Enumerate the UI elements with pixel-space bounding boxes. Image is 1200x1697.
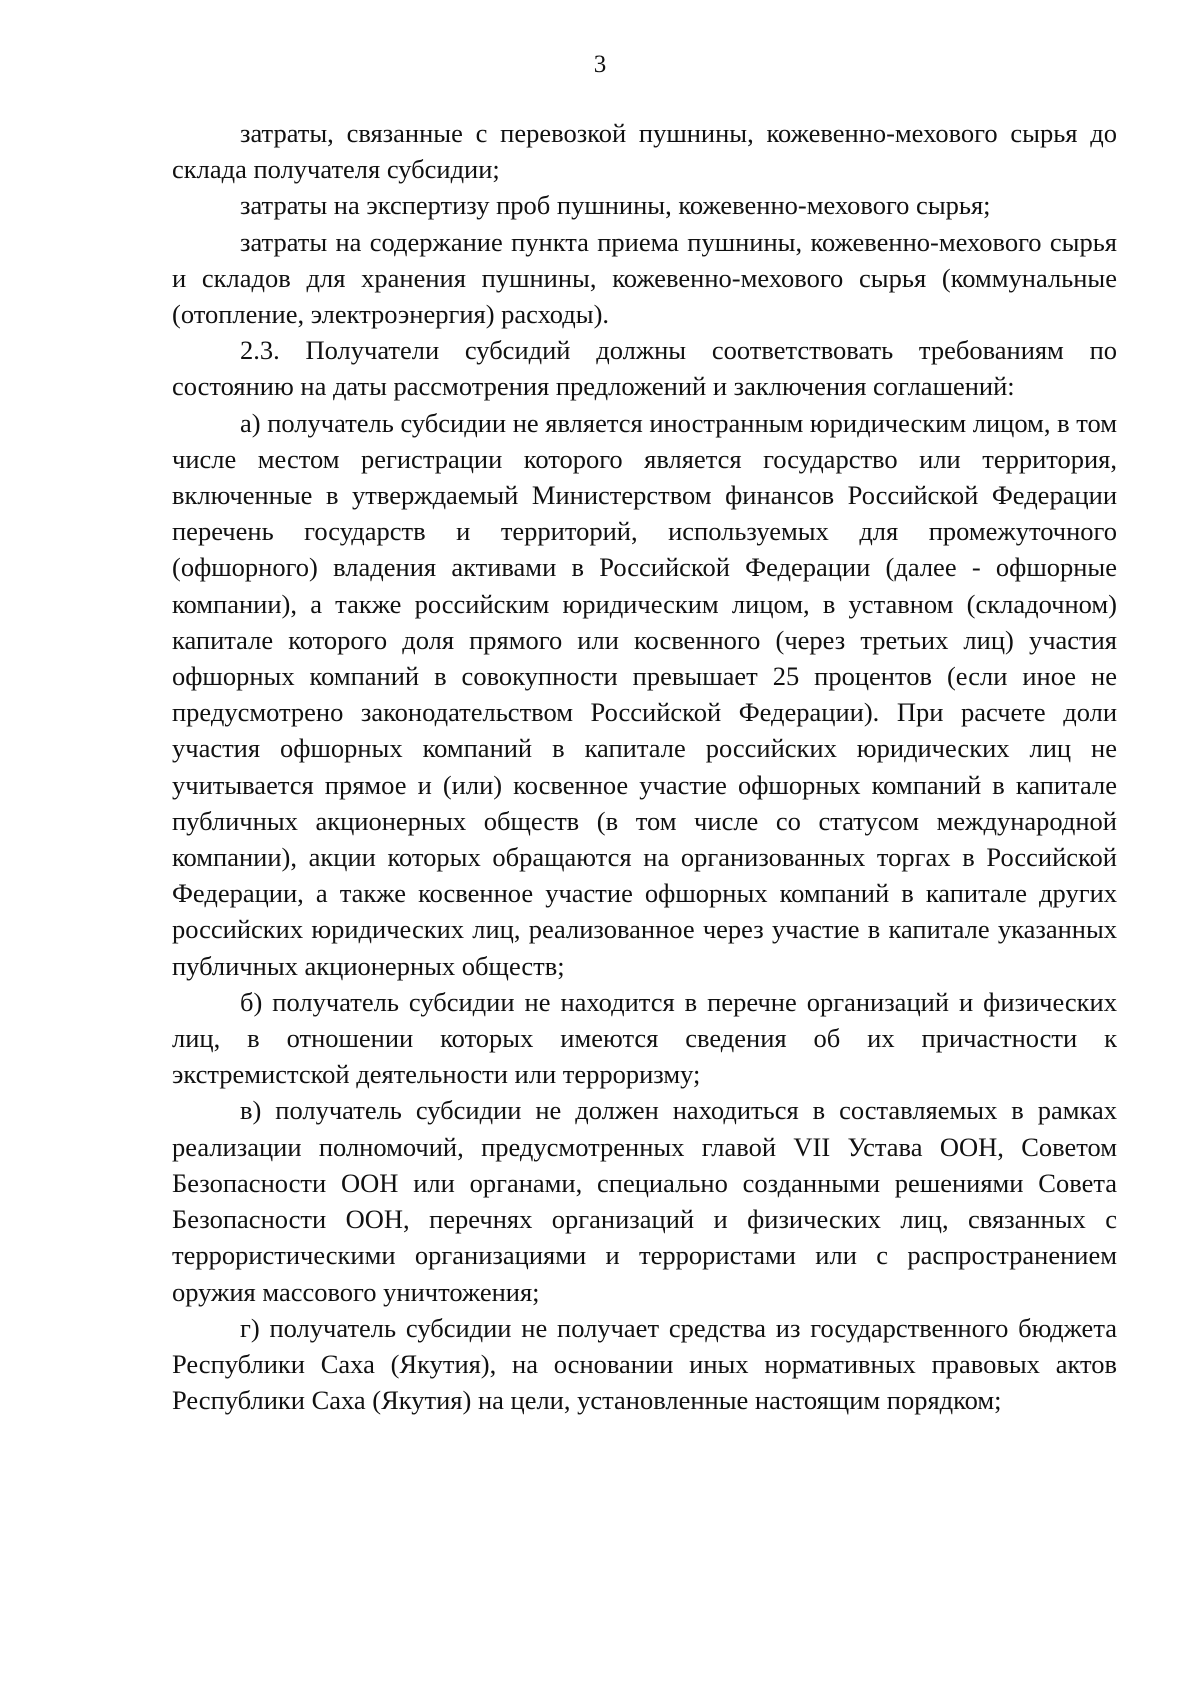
paragraph-item-v: в) получатель субсидии не должен находиться в составляемых в рамках реализации полномочий, предусмотренных главой VII Устава ООН, Советом Безопасности ООН или органами, специально созданными решениями Совета Безопасности ООН, перечнях организаций и физических лиц, связанных с террористическими организациями и террористами или с распространением оружия массового уничтожения; (172, 1095, 1117, 1307)
paragraph-costs-maintenance: затраты на содержание пункта приема пушнины, кожевенно-мехового сырья и складов для хранения пушнины, кожевенно-мехового сырья (коммунальные (отопление, электроэнергия) расходы). (172, 226, 1117, 330)
paragraph-costs-transport: затраты, связанные с перевозкой пушнины, кожевенно-мехового сырья до склада получателя субсидии; (172, 118, 1117, 185)
paragraph-item-g: г) получатель субсидии не получает средства из государственного бюджета Республики Саха (Якутия), на основании иных нормативных правовых актов Республики Саха (Якутия) на цели, установленные настоящим порядком; (172, 1312, 1117, 1416)
page-number: 3 (593, 51, 607, 78)
paragraph-section-2-3: 2.3. Получатели субсидий должны соответствовать требованиям по состоянию на даты рассмотрения предложений и заключения соглашений: (172, 335, 1117, 402)
paragraph-costs-expertise: затраты на экспертизу проб пушнины, кожевенно-мехового сырья; (240, 190, 991, 221)
document-body (172, 115, 1117, 1418)
paragraph-item-a: а) получатель субсидии не является иностранным юридическим лицом, в том числе местом регистрации которого является государство или территория, включенные в утверждаемый Министерством финансов Российской Федерации перечень государств и территорий, используемых для промежуточного (офшорного) владения активами в Российской Федерации (далее - офшорные компании), а также российским юридическим лицом, в уставном (складочном) капитале которого доля прямого или косвенного (через третьих лиц) участия офшорных компаний в совокупности превышает 25 процентов (если иное не предусмотрено законодательством Российской Федерации). При расчете доли участия офшорных компаний в капитале российских юридических лиц не учитывается прямое и (или) косвенное участие офшорных компаний в капитале публичных акционерных обществ (в том числе со статусом международной компании), акции которых обращаются на организованных торгах в Российской Федерации, а также косвенное участие офшорных компаний в капитале других российских юридических лиц, реализованное через участие в капитале указанных публичных акционерных обществ; (172, 407, 1117, 981)
paragraph-item-b: б) получатель субсидии не находится в перечне организаций и физических лиц, в отношении которых имеются сведения об их причастности к экстремистской деятельности или терроризму; (172, 986, 1117, 1090)
